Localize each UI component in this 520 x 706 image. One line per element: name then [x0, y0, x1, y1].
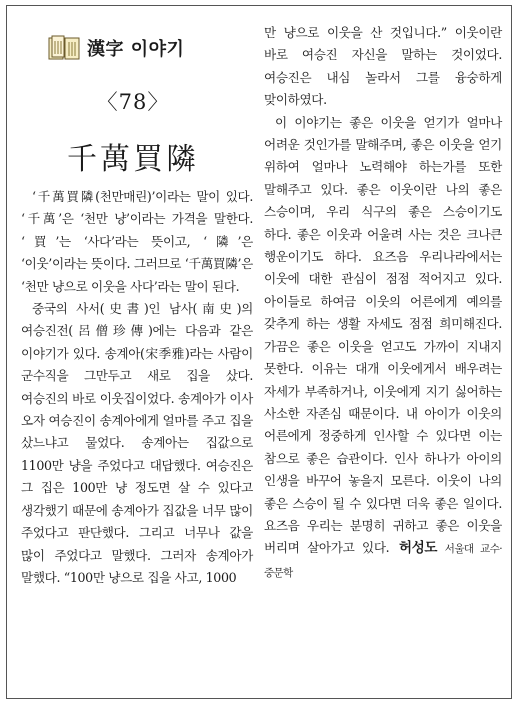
column-heading: [47, 34, 184, 62]
paragraph: ‘千萬買隣(천만매린)’이라는 말이 있다. ‘千萬’은 ‘천만 냥’이라는 가격을 말한다. ‘買’는 ‘사다’라는 뜻이고, ‘隣’은 ‘이웃’이라는 뜻이다. 그러므로 ‘千萬買隣’은 ‘천만 냥으로 이웃을 사다’라는 말이 된다.: [21, 189, 253, 294]
closing-paragraph: [264, 112, 502, 585]
author-name: 허성도: [399, 540, 438, 557]
author-affiliation: 서울대 교수·중문학: [264, 543, 503, 579]
article-title: 千萬買隣: [67, 142, 199, 177]
paragraph: 중국의 사서(史書)인 남사(南史)의 여승진전(呂僧珍傳)에는 다음과 같은 이야기가 있다. 송계아(宋季雅)라는 사람이 군수직을 그만두고 새로 집을 샀다. 여승진의 바로 이웃집이었다. 송계아가 이사 오자 여승진이 송계아에게 얼마를 주고 집을 샀느냐고 물었다. 송계아는 집값으로 1100만 냥을 주었다고 대답했다. 여승진은 그 집은 100만 냥 정도면 살 수 있다고 생각했기 때문에 송계아가 집값을 너무 많이 주었다고 판단했다. 그리고 너무나 값을 많이 주었다고 말했다. 그러자 송계아가 말했다. “100만 냥으로 집을 사고, 1000: [21, 301, 253, 585]
paragraph: 만 냥으로 이웃을 산 것입니다.” 이웃이란 바로 여승진 자신을 말하는 것이었다. 여승진은 내심 놀라서 그를 융숭하게 맞이하였다.: [264, 25, 502, 108]
newspaper-column: [6, 5, 512, 699]
book-icon: [47, 34, 81, 62]
series-title: 漢字 이야기: [87, 39, 185, 60]
paragraph-text: 이 이야기는 좋은 이웃을 얻기가 얼마나 어려운 것인가를 말해주며, 좋은 이웃을 얻기 위하여 얼마나 노력해야 하는가를 또한 말해주고 있다. 좋은 이웃이란 나의 좋은 스승이며, 우리 식구의 좋은 스승이기도 하다. 좋은 이웃과 어울려 사는 것은 크나큰 행운이기도 하다. 요즈음 우리나라에서는 이웃에 대한 관심이 점점 적어지고 있다. 아이들로 하여금 이웃의 어른에게 예의를 갖추게 하는 생활 자세도 점점 희미해진다. 가끔은 좋은 이웃을 얻고도 가까이 지내지 못한다. 이유는 대개 이웃에게서 배우려는 자세가 부족하거나, 이웃에게 지기 싫어하는 사소한 자존심 때문이다. 내 아이가 이웃의 어른에게 정중하게 인사할 수 있다면 이는 참으로 좋은 습관이다. 인사 하나가 아이의 인생을 바꾸어 놓을지 모른다. 이웃이 나의 좋은 스승이 될 수 있다면 더욱 좋은 일이다. 요즈음 우리는 분명히 귀하고 좋은 이웃을 버리며 살아가고 있다.: [264, 114, 502, 556]
issue-number: 〈78〉: [96, 90, 170, 114]
left-column: [21, 186, 253, 589]
right-column: [264, 22, 502, 584]
